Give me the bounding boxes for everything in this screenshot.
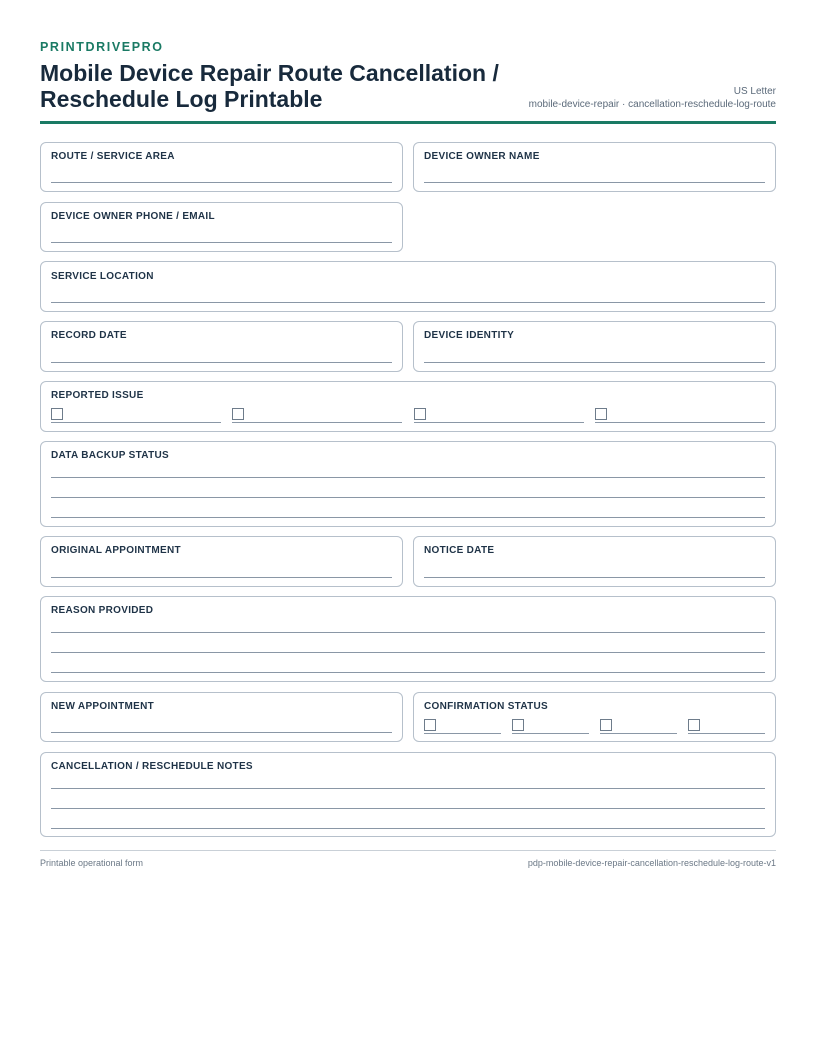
new-appointment-field[interactable] <box>40 692 403 742</box>
device-identity-field[interactable] <box>413 321 776 372</box>
device-owner-name-field[interactable] <box>413 142 776 192</box>
write-line[interactable] <box>424 577 765 578</box>
footer-note: Printable operational form <box>40 858 144 868</box>
write-line[interactable] <box>51 732 392 733</box>
write-line[interactable] <box>51 672 765 673</box>
checkbox[interactable] <box>424 719 436 731</box>
field-label: ORIGINAL APPOINTMENT <box>51 545 181 556</box>
route-service-area-field[interactable] <box>40 142 403 192</box>
checkbox[interactable] <box>595 408 607 420</box>
confirmation-status-field <box>413 692 776 742</box>
write-line[interactable] <box>51 477 765 478</box>
field-label: CONFIRMATION STATUS <box>424 701 549 712</box>
service-location-field[interactable] <box>40 261 776 312</box>
confirmation-option <box>512 719 589 734</box>
header-divider <box>40 121 776 124</box>
write-line[interactable] <box>51 362 392 363</box>
header-meta <box>529 85 776 111</box>
template-slug: mobile-device-repair · cancellation-reschedule-log-route <box>528 99 776 110</box>
cancellation-notes-field[interactable] <box>40 752 776 837</box>
data-backup-status-field[interactable] <box>40 441 776 527</box>
field-label: REPORTED ISSUE <box>51 390 144 401</box>
write-line[interactable] <box>424 362 765 363</box>
field-label: SERVICE LOCATION <box>51 271 154 282</box>
confirmation-option <box>424 719 501 734</box>
checkbox[interactable] <box>512 719 524 731</box>
checkbox[interactable] <box>688 719 700 731</box>
issue-option <box>51 408 221 423</box>
issue-option <box>414 408 584 423</box>
write-line[interactable] <box>51 788 765 789</box>
checkbox[interactable] <box>600 719 612 731</box>
reported-issue-field <box>40 381 776 432</box>
write-line[interactable] <box>51 828 765 829</box>
write-line[interactable] <box>51 632 765 633</box>
field-label: DATA BACKUP STATUS <box>51 450 169 461</box>
field-label: DEVICE IDENTITY <box>424 330 515 341</box>
field-label: RECORD DATE <box>51 330 127 341</box>
write-line[interactable] <box>51 517 765 518</box>
write-line[interactable] <box>51 497 765 498</box>
brand-name: PRINTDRIVEPRO <box>40 40 164 54</box>
write-line[interactable] <box>51 808 765 809</box>
checkbox[interactable] <box>51 408 63 420</box>
footer-divider <box>40 850 776 851</box>
write-line[interactable] <box>51 577 392 578</box>
field-label: NOTICE DATE <box>424 545 495 556</box>
confirmation-option <box>688 719 765 734</box>
record-date-field[interactable] <box>40 321 403 372</box>
checkbox-row <box>424 719 765 735</box>
confirmation-option <box>600 719 677 734</box>
checkbox[interactable] <box>414 408 426 420</box>
field-label: ROUTE / SERVICE AREA <box>51 151 175 162</box>
write-line[interactable] <box>51 242 392 243</box>
device-owner-contact-field[interactable] <box>40 202 403 252</box>
paper-size: US Letter <box>733 86 776 97</box>
write-line[interactable] <box>51 652 765 653</box>
field-label: DEVICE OWNER NAME <box>424 151 540 162</box>
write-line[interactable] <box>51 302 765 303</box>
issue-option <box>232 408 402 423</box>
field-label: CANCELLATION / RESCHEDULE NOTES <box>51 761 253 772</box>
checkbox[interactable] <box>232 408 244 420</box>
field-label: NEW APPOINTMENT <box>51 701 155 712</box>
field-label: DEVICE OWNER PHONE / EMAIL <box>51 211 215 222</box>
write-line[interactable] <box>51 182 392 183</box>
reason-provided-field[interactable] <box>40 596 776 682</box>
original-appointment-field[interactable] <box>40 536 403 587</box>
form-id: pdp-mobile-device-repair-cancellation-reschedule-log-route-v1 <box>527 858 776 868</box>
field-label: REASON PROVIDED <box>51 605 154 616</box>
page-title: Mobile Device Repair Route Cancellation / Reschedule Log Printable <box>40 60 499 112</box>
write-line[interactable] <box>424 182 765 183</box>
notice-date-field[interactable] <box>413 536 776 587</box>
issue-option <box>595 408 765 423</box>
checkbox-row <box>51 408 765 424</box>
